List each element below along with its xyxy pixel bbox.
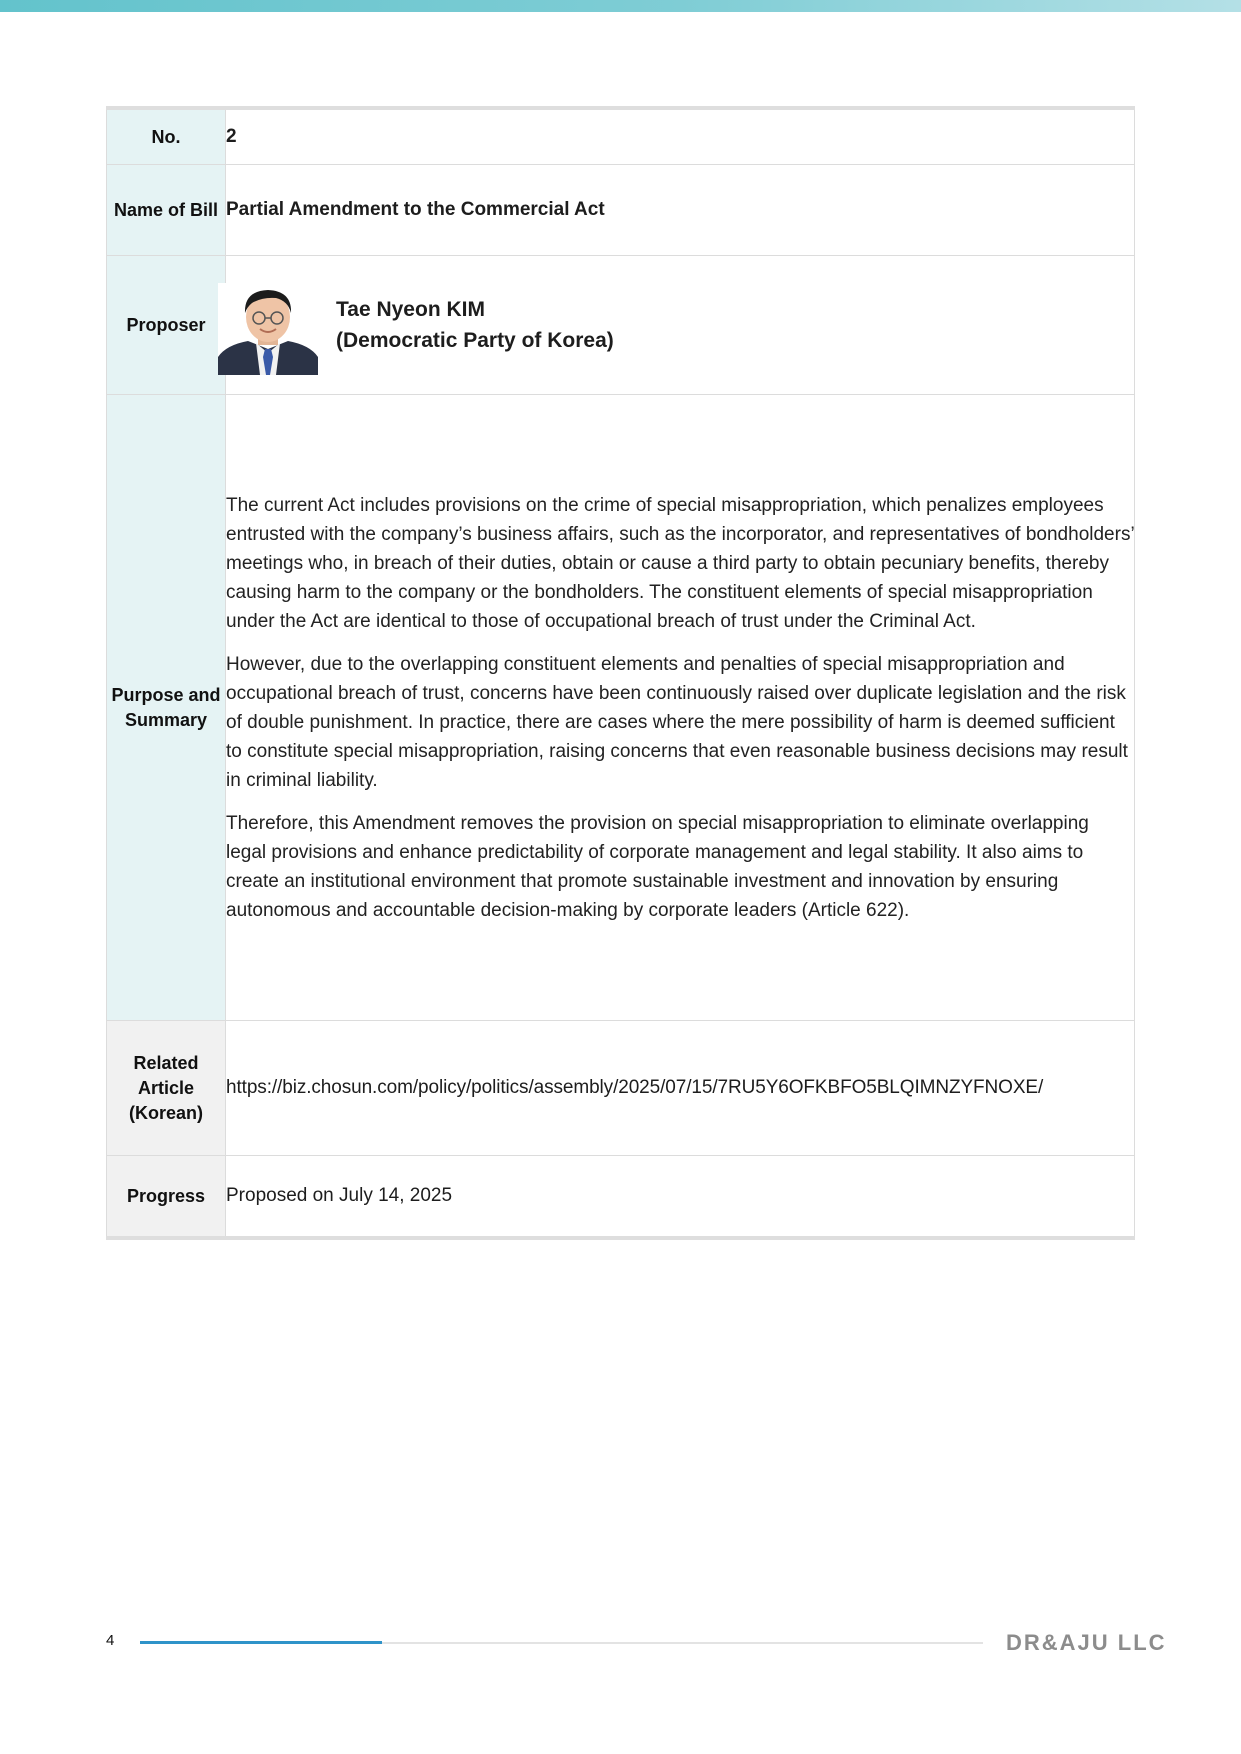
table-row-summary [107, 395, 1135, 1021]
footer-divider-accent [140, 1641, 382, 1644]
proposer-cell [226, 256, 1135, 395]
bill-info-table [106, 106, 1135, 1240]
purpose-summary-text [226, 395, 1135, 1021]
summary-paragraph: The current Act includes provisions on the crime of special misappropriation, which penalizes employees entrusted with the company’s business affairs, such as the incorporator, and representatives of bondholders’ meetings who, in breach of their duties, obtain or cause a third party to obtain pecuniary benefits, thereby causing harm to the company or the bondholders. The constituent elements of special misappropriation under the Act are identical to those of occupational breach of trust under the Criminal Act. [226, 494, 1134, 632]
proposer-photo [218, 283, 318, 375]
proposer-name: Tae Nyeon KIM [336, 298, 485, 321]
name-of-bill-value: Partial Amendment to the Commercial Act [226, 165, 1135, 256]
table-row-proposer [107, 256, 1135, 395]
summary-paragraph: However, due to the overlapping constituent elements and penalties of special misappropriation and occupational breach of trust, concerns have been continuously raised over duplicate legislation and the risk of double punishment. In practice, there are cases where the mere possibility of harm is deemed sufficient to constitute special misappropriation, raising concerns that even reasonable business decisions may result in criminal liability. [226, 653, 1128, 791]
related-article-label: Related Article (Korean) [107, 1021, 226, 1156]
table-row-progress [107, 1156, 1135, 1239]
no-value: 2 [226, 108, 1135, 165]
purpose-summary-label: Purpose and Summary [107, 395, 226, 1021]
table-row-no [107, 108, 1135, 165]
progress-label: Progress [107, 1156, 226, 1239]
name-of-bill-label: Name of Bill [107, 165, 226, 256]
progress-value: Proposed on July 14, 2025 [226, 1156, 1135, 1239]
no-label: No. [107, 108, 226, 165]
summary-paragraph: Therefore, this Amendment removes the provision on special misappropriation to eliminate overlapping legal provisions and enhance predictability of corporate management and legal stability. It also aims to create an institutional environment that promote sustainable investment and innovation by ensuring autonomous and accountable decision-making by corporate leaders (Article 622). [226, 812, 1089, 921]
related-article-link[interactable]: https://biz.chosun.com/policy/politics/assembly/2025/07/15/7RU5Y6OFKBFO5BLQIMNZYFNOXE/ [226, 1021, 1135, 1156]
table-row-name [107, 165, 1135, 256]
proposer-label: Proposer [107, 256, 226, 395]
proposer-info [336, 294, 614, 356]
table-row-related-article [107, 1021, 1135, 1156]
proposer-party: (Democratic Party of Korea) [336, 329, 614, 352]
firm-logo: DR&AJU LLC [1006, 1630, 1167, 1655]
page-number: 4 [106, 1632, 115, 1649]
top-accent-bar [0, 0, 1241, 12]
